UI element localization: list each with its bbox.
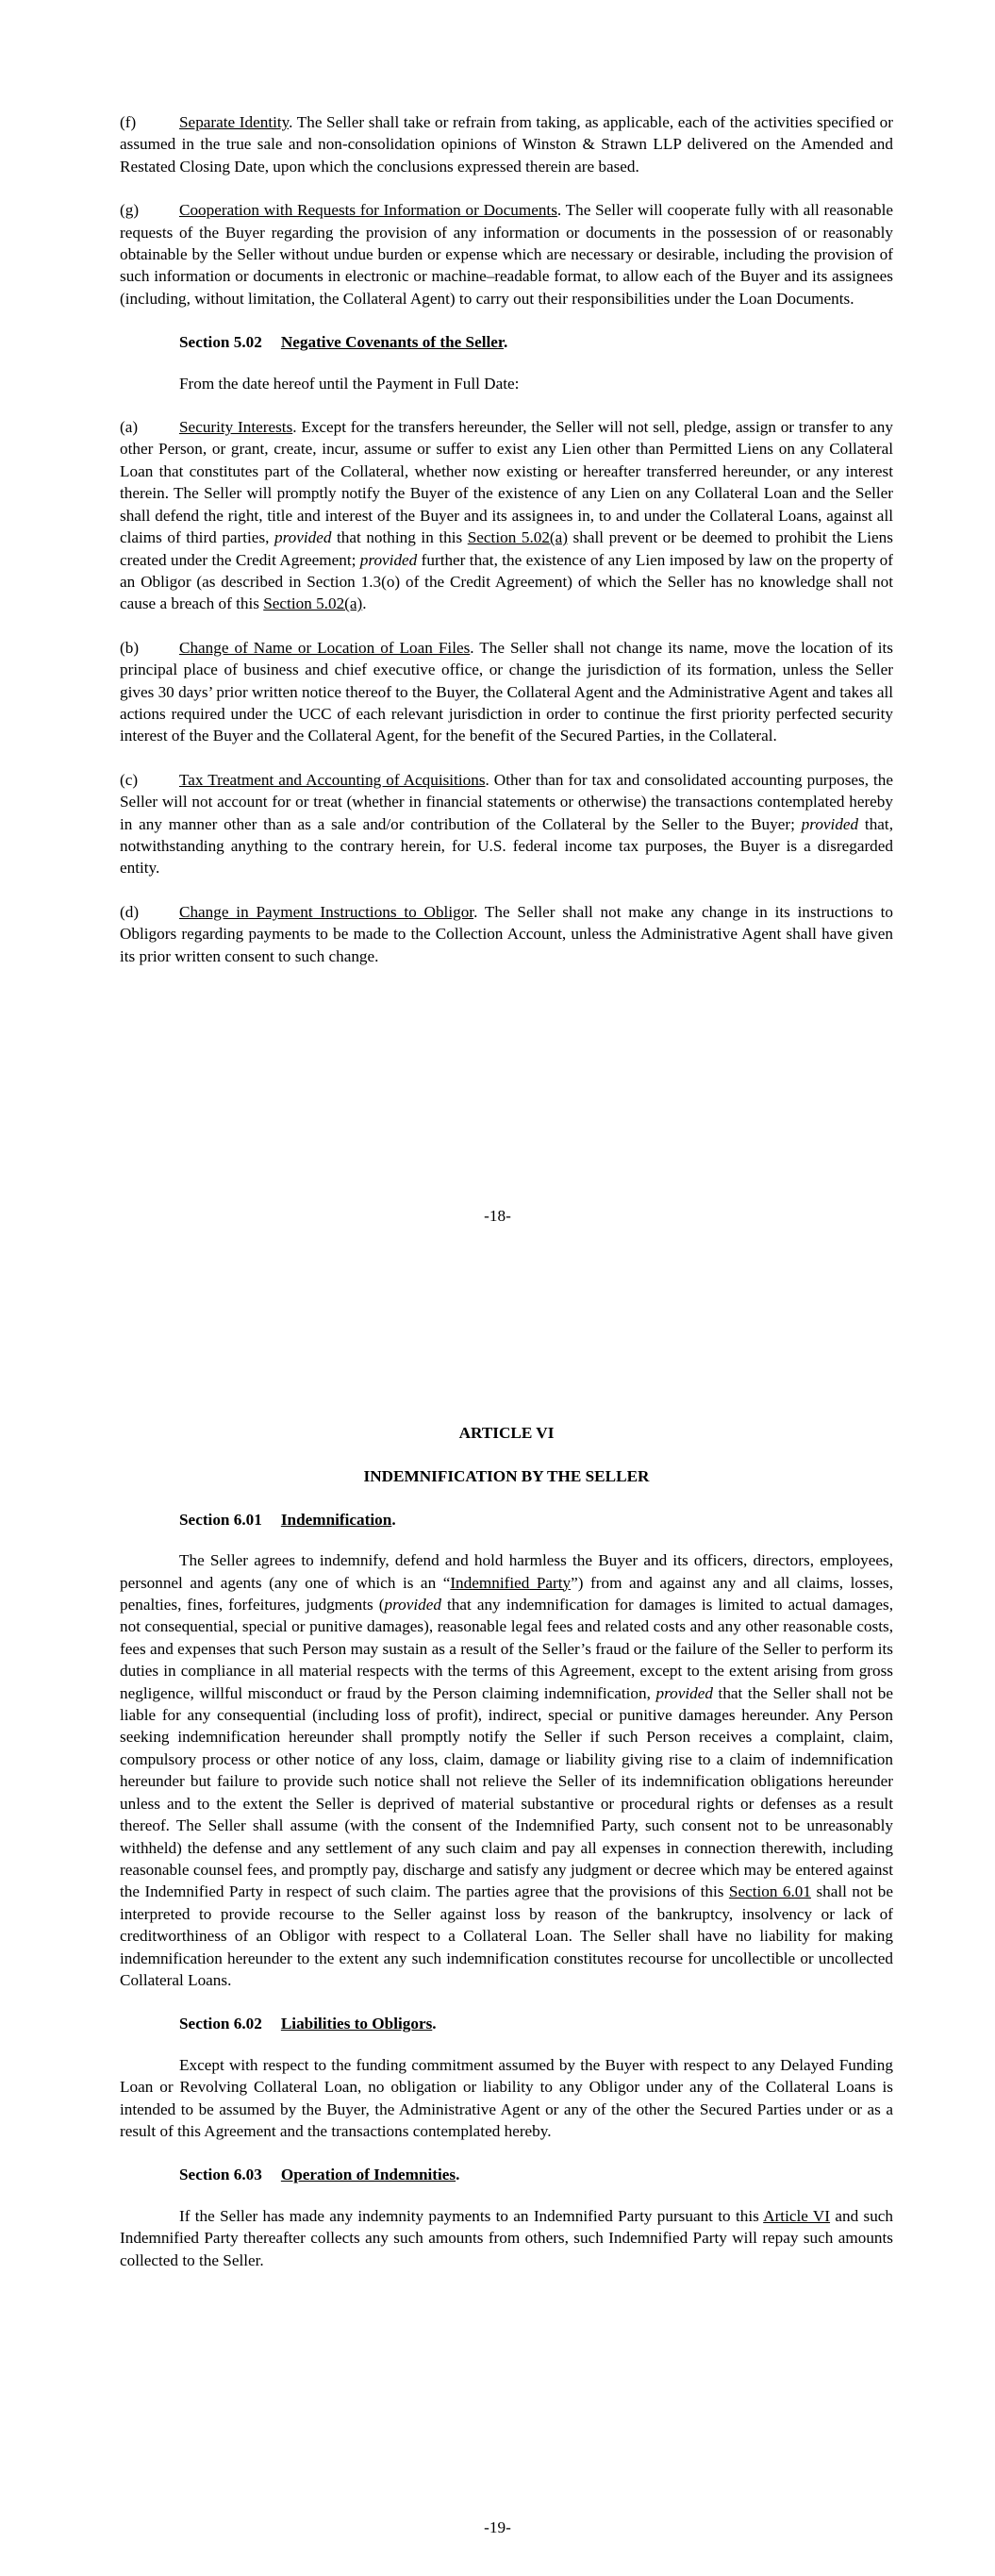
page-number: -19- bbox=[484, 2518, 511, 2536]
clause-text: . The Seller will cooperate fully with all reasonable requests of the Buyer regarding the provision of any information or documents in the possession of or reasonably obtainable by the Seller without undue burden or expense which are necessary or desirable, including the provision of such information or documents in electronic or machine–readable format, to allow each of the Buyer and its assignees (including, without limitation, the Collateral Agent) to carry out their responsibilities under the Loan Documents. bbox=[120, 201, 893, 308]
paragraph-c bbox=[120, 769, 893, 879]
section-number: Section 6.03 bbox=[179, 2166, 262, 2184]
section-end: . bbox=[432, 2015, 437, 2033]
provided-term: provided bbox=[274, 528, 332, 547]
paragraph-6-02: Except with respect to the funding commitment assumed by the Buyer with respect to any Delayed Funding Loan or Revolving Collateral Loan, no obligation or liability to any Obligor under any of the Collateral Loans is intended to be assumed by the Buyer, the Administrative Agent or any of the other the Secured Parties under or as a result of this Agreement and the transactions contemplated hereby. bbox=[120, 2055, 893, 2140]
clause-text: . The Seller shall not change its name, move the location of its principal place of business and chief executive office, or change the jurisdiction of its formation, unless the Seller gives 30 days’ prior written notice thereof to the Buyer, the Collateral Agent and the Administrative Agent and takes all actions required under the UCC of each relevant jurisdiction in order to continue the first priority perfected security interest of the Buyer and the Collateral Agent, for the benefit of the Secured Parties, in the Collateral. bbox=[120, 638, 893, 745]
clause-text: . Other than for tax and consolidated accounting purposes, the Seller will not account for or treat (whether in financial statements or otherwise) the transactions contemplated hereby in any manner other than as a sale and/or contribution of the Collateral by the Seller to the Buyer; bbox=[120, 770, 893, 833]
clause-heading: Change in Payment Instructions to Obligor bbox=[179, 902, 474, 921]
clause-heading: Security Interests bbox=[179, 418, 293, 437]
clause-number: (f) bbox=[120, 113, 137, 131]
clause-text: further that, the existence of any Lien imposed by law on the property of an Obligor (as described in Section 1.3(o) of the Credit Agreement) of which the Seller has no knowledge shall not cause a breach of this bbox=[120, 550, 893, 613]
body-text: If the Seller has made any indemnity payments to an Indemnified Party pursuant to this bbox=[179, 2206, 764, 2225]
clause-heading: Separate Identity bbox=[179, 113, 290, 131]
section-number: Section 6.01 bbox=[179, 1510, 262, 1529]
clause-heading: Tax Treatment and Accounting of Acquisitions bbox=[179, 770, 486, 789]
clause-text: that, notwithstanding anything to the contrary herein, for U.S. federal income tax purposes, the Buyer is a disregarded entity. bbox=[120, 814, 893, 878]
clause-number: (a) bbox=[120, 418, 139, 437]
paragraph-6-01 bbox=[120, 1549, 893, 1991]
clause-number: (g) bbox=[120, 201, 140, 220]
clause-text: shall prevent or be deemed to prohibit the Liens created under the Credit Agreement; bbox=[120, 528, 893, 569]
section-end: . bbox=[503, 333, 508, 352]
clause-text: that nothing in this bbox=[331, 528, 468, 547]
defined-term: Indemnified Party bbox=[450, 1573, 572, 1592]
section-number: Section 5.02 bbox=[179, 333, 262, 352]
clause-heading: Cooperation with Requests for Information or Documents bbox=[179, 201, 557, 220]
paragraph-g bbox=[120, 199, 893, 309]
page-19-body bbox=[120, 1422, 893, 2293]
provided-term: provided bbox=[655, 1683, 713, 1702]
page-18-body bbox=[120, 111, 893, 989]
clause-text: . The Seller shall not make any change in its instructions to Obligors regarding payments to be made to the Collection Account, unless the Administrative Agent shall have given its prior written consent to such change. bbox=[120, 902, 894, 965]
section-title: Indemnification bbox=[280, 1510, 392, 1529]
section-end: . bbox=[391, 1510, 396, 1529]
section-number: Section 6.02 bbox=[179, 2015, 262, 2033]
section-end: . bbox=[456, 2166, 460, 2184]
body-text: that any indemnification for damages is limited to actual damages, not consequential, special or punitive damages), reasonable legal fees and related costs and any other reasonable costs, fees and expenses that such Person may sustain as a result of the Seller’s fraud or the failure of the Seller to perform its duties in compliance in all material respects with the terms of this Agreement, except to the extent arising from gross negligence, willful misconduct or fraud by the Person claiming indemnification, bbox=[120, 1596, 893, 1702]
article-title: INDEMNIFICATION BY THE SELLER bbox=[363, 1467, 650, 1486]
cross-reference: Section 5.02(a) bbox=[467, 528, 568, 547]
body-text: ”) from and against any and all claims, losses, penalties, fines, forfeitures, judgments ( bbox=[120, 1573, 893, 1614]
section-title: Operation of Indemnities bbox=[280, 2166, 456, 2184]
section-intro: From the date hereof until the Payment in Full Date: bbox=[179, 374, 520, 393]
clause-number: (b) bbox=[120, 638, 140, 657]
clause-number: (d) bbox=[120, 902, 140, 921]
cross-reference: Article VI bbox=[763, 2206, 831, 2225]
body-text: and such Indemnified Party thereafter collects any such amounts from others, such Indemnified Party will repay such amounts collected to the Seller. bbox=[120, 2206, 894, 2269]
provided-term: provided bbox=[359, 550, 418, 569]
clause-text: . bbox=[362, 594, 367, 613]
provided-term: provided bbox=[801, 814, 859, 833]
body-text: that the Seller shall not be liable for any consequential (including loss of profit), indirect, special or punitive damages hereunder. Any Person seeking indemnification hereunder shall promptly notify the Seller if such Person receives a complaint, claim, compulsory process or other notice of any loss, claim, damage or liability giving rise to a claim of indemnification hereunder but failure to provide such notice shall not relieve the Seller of its indemnification obligations hereunder unless and to the extent the Seller is deprived of material substantive or procedural rights or defenses as a result thereof. The Seller shall assume (with the consent of the Indemnified Party, such consent not to be unreasonably withheld) the defense and any settlement of any such claim and pay all expenses in connection therewith, including reasonable counsel fees, and promptly pay, discharge and satisfy any judgment or decree which may be entered against the Indemnified Party in respect of such claim. The parties agree that the provisions of this bbox=[120, 1683, 893, 1901]
page-number: -18- bbox=[484, 1207, 511, 1225]
clause-number: (c) bbox=[120, 770, 139, 789]
clause-text: . The Seller shall take or refrain from taking, as applicable, each of the activities specified or assumed in the true sale and non-consolidation opinions of Winston & Strawn LLP delivered on the Amended and Restated Closing Date, upon which the conclusions expressed therein are based. bbox=[120, 113, 893, 176]
clause-text: . Except for the transfers hereunder, the Seller will not sell, pledge, assign or transfer to any other Person, or grant, create, incur, assume or suffer to exist any Lien other than Permitted Liens on any Collateral Loan that constitutes part of the Collateral, whether now existing or hereafter transferred hereunder, or any interest therein. The Seller will promptly notify the Buyer of the existence of any Lien on any Collateral Loan and the Seller shall defend the right, title and interest of the Buyer and its assignees in, to and under the Collateral Loans, against all claims of third parties, bbox=[120, 418, 893, 547]
section-heading-6-03 bbox=[179, 2164, 893, 2185]
section-title: Negative Covenants of the Seller bbox=[280, 333, 504, 352]
section-heading-6-02 bbox=[179, 2013, 893, 2034]
section-title: Liabilities to Obligors bbox=[280, 2015, 433, 2033]
provided-term: provided bbox=[384, 1596, 441, 1614]
paragraph-d bbox=[120, 901, 893, 967]
cross-reference: Section 6.01 bbox=[728, 1882, 811, 1901]
body-text: The Seller agrees to indemnify, defend and hold harmless the Buyer and its officers, directors, employees, personnel and agents (any one of which is an “ bbox=[120, 1551, 893, 1592]
page-19 bbox=[0, 1288, 995, 2576]
paragraph-b bbox=[120, 637, 893, 747]
paragraph-a bbox=[120, 416, 893, 615]
clause-heading: Change of Name or Location of Loan Files bbox=[179, 638, 471, 657]
cross-reference: Section 5.02(a) bbox=[263, 594, 363, 613]
article-heading: ARTICLE VI bbox=[458, 1424, 555, 1442]
section-heading-6-01 bbox=[179, 1509, 893, 1531]
paragraph-f bbox=[120, 111, 893, 177]
section-heading-5-02 bbox=[179, 331, 893, 353]
paragraph-6-03 bbox=[120, 2205, 893, 2271]
body-text: shall not be interpreted to provide recourse to the Seller against loss by reason of the bankruptcy, insolvency or lack of creditworthiness of an Obligor with respect to a Collateral Loan. The Seller shall have no liability for making indemnification hereunder to the extent any such indemnification constitutes recourse for uncollectible or uncollected Collateral Loans. bbox=[120, 1882, 893, 1989]
